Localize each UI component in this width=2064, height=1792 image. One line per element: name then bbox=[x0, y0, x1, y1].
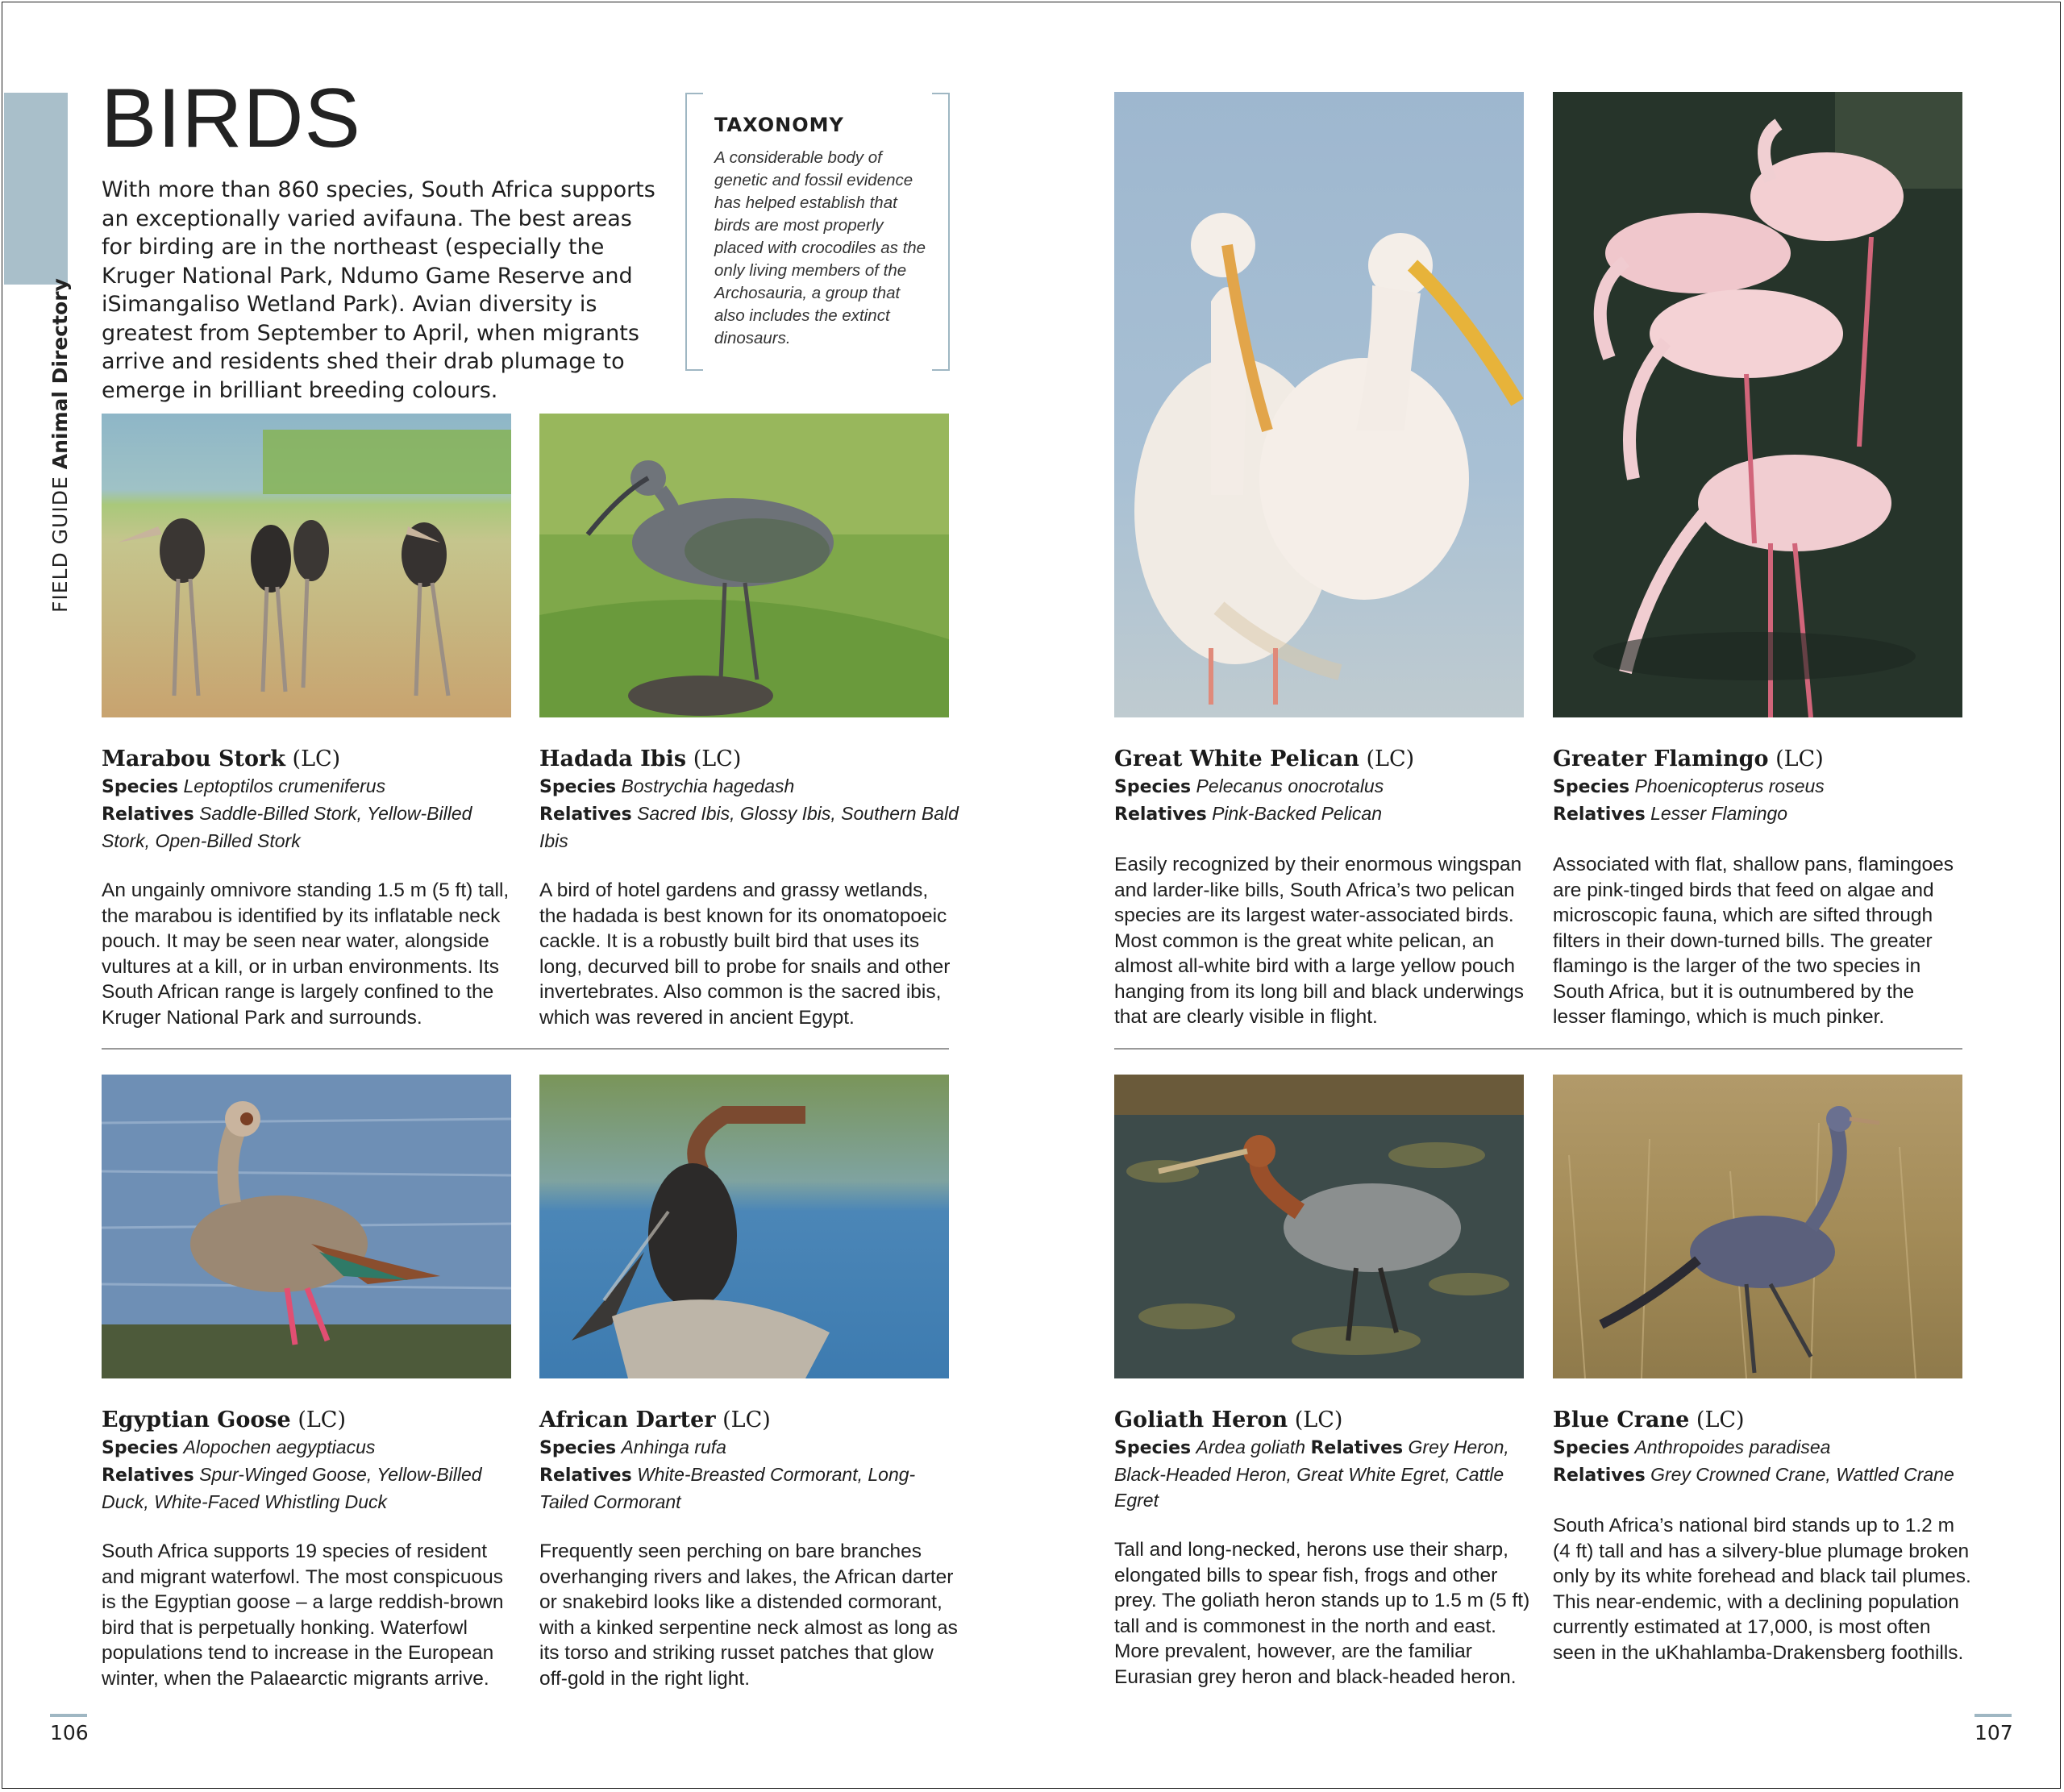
bird-name bbox=[102, 746, 521, 773]
relatives-label: Relatives bbox=[1114, 805, 1207, 825]
goliath-heron-photo bbox=[1114, 1075, 1524, 1378]
species-label: Species bbox=[1114, 1438, 1192, 1458]
page-number-right: 107 bbox=[1975, 1721, 2013, 1744]
species-label: Species bbox=[539, 1438, 617, 1458]
bird-name bbox=[1553, 1407, 1972, 1434]
species-name: Alopochen aegyptiacus bbox=[183, 1437, 376, 1457]
bird-description: Tall and long-necked, herons use their sharp, elongated bills to spear fish, frogs and other prey. The goliath heron stands up to 1.5 m (5 ft) tall and is commonest in the north and east. More prevalent, however, are the familiar Eurasian grey heron and black-headed heron. bbox=[1114, 1539, 1530, 1688]
field-guide-label: FIELD GUIDE bbox=[48, 476, 72, 613]
blue-crane-photo bbox=[1553, 1075, 1962, 1378]
bird-relatives-line bbox=[1553, 1461, 1972, 1489]
page-number-marker-right bbox=[1975, 1714, 2012, 1717]
species-name: Pelecanus onocrotalus bbox=[1196, 775, 1384, 796]
relatives-names: Pink-Backed Pelican bbox=[1212, 803, 1383, 824]
bird-description: Associated with flat, shallow pans, flamingoes are pink-tinged birds that feed on algae and microscopic fauna, which are sifted through filters in their down-turned bills. The greater flamingo is the larger of the two species in South Africa, but it is outnumbered by the lesser flamingo, which is much pinker. bbox=[1553, 854, 1954, 1028]
relatives-names: Grey Crowned Crane, Wattled Crane bbox=[1650, 1464, 1954, 1485]
bird-entry-greater-flamingo bbox=[1553, 746, 1972, 1030]
divider-right bbox=[1114, 1048, 1962, 1050]
conservation-status: (LC) bbox=[1366, 746, 1415, 771]
bird-common-name: Great White Pelican bbox=[1114, 746, 1359, 771]
relatives-label: Relatives bbox=[1553, 805, 1646, 825]
species-label: Species bbox=[102, 777, 179, 797]
bird-relatives-line bbox=[1553, 800, 1972, 828]
bird-description: South Africa supports 19 species of resident and migrant waterfowl. The most conspicuous is the Egyptian goose – a large reddish-brown bird that is perpetually honking. Waterfowl populations tend to increase in the European winter, when the Palaearctic migrants arrive. bbox=[102, 1540, 504, 1690]
bird-name bbox=[1114, 1407, 1533, 1434]
bird-species-line bbox=[1114, 773, 1533, 800]
relatives-names: Lesser Flamingo bbox=[1650, 803, 1788, 824]
bird-description: Easily recognized by their enormous wingspan and larder-like bills, South Africa’s two pelican species are its largest water-associated birds. Most common is the great white pelican, an almost all-white bird with a large yellow pouch hanging from its long bill and black underwings that are clearly visible in flight. bbox=[1114, 854, 1524, 1028]
bird-entry-african-darter bbox=[539, 1407, 959, 1691]
relatives-label: Relatives bbox=[102, 1466, 194, 1486]
bird-description: A bird of hotel gardens and grassy wetlands, the hadada is best known for its onomatopoeic cackle. It is a robustly built bird that uses its long, decurved bill to probe for snails and other invertebrates. Also common is the sacred ibis, which was revered in ancient Egypt. bbox=[539, 879, 951, 1029]
directory-label: Animal Directory bbox=[48, 278, 72, 470]
bird-common-name: Hadada Ibis bbox=[539, 746, 687, 771]
relatives-names: White-Breasted Cormorant, Long-Tailed Cormorant bbox=[539, 1464, 916, 1512]
species-name: Anhinga rufa bbox=[621, 1437, 726, 1457]
page-number-marker-left bbox=[50, 1714, 87, 1717]
bird-name bbox=[102, 1407, 521, 1434]
relatives-label: Relatives bbox=[1310, 1438, 1404, 1458]
species-name: Phoenicopterus roseus bbox=[1634, 775, 1825, 796]
bird-name bbox=[539, 746, 959, 773]
relatives-names: Sacred Ibis, Glossy Ibis, Southern Bald Ibis bbox=[539, 803, 959, 851]
bird-entry-goliath-heron bbox=[1114, 1407, 1533, 1690]
taxonomy-text: A considerable body of genetic and fossil evidence has helped establish that birds are most properly placed with crocodiles as the only living members of the Archosauria, a group that also includes the extinct dinosaurs. bbox=[714, 148, 926, 347]
relatives-label: Relatives bbox=[102, 805, 194, 825]
bird-description: South Africa’s national bird stands up to 1.2 m (4 ft) tall and has a silvery-blue plumage broken only by its white forehead and black tail plumes. This near-endemic, with a declining population currently estimated at 17,000, is most often seen in the uKhahlamba-Drakensberg foothills. bbox=[1553, 1515, 1971, 1664]
conservation-status: (LC) bbox=[292, 746, 341, 771]
divider-left bbox=[102, 1048, 949, 1050]
taxonomy-bracket-right bbox=[932, 93, 950, 371]
bird-name bbox=[1553, 746, 1972, 773]
bird-entry-egyptian-goose bbox=[102, 1407, 521, 1691]
hadada-ibis-photo bbox=[539, 414, 949, 717]
bird-entry-great-white-pelican bbox=[1114, 746, 1533, 1030]
relatives-names: Saddle-Billed Stork, Yellow-Billed Stork, Open-Billed Stork bbox=[102, 803, 472, 851]
conservation-status: (LC) bbox=[1775, 746, 1824, 771]
species-name: Bostrychia hagedash bbox=[621, 775, 795, 796]
species-name: Ardea goliath bbox=[1196, 1437, 1306, 1457]
taxonomy-bracket-left bbox=[685, 93, 703, 371]
bird-description: Frequently seen perching on bare branches overhanging rivers and lakes, the African darter or snakebird looks like a distended cormorant, with a kinked serpentine neck almost as long as its torso and striking russet patches that glow off-gold in the right light. bbox=[539, 1540, 958, 1690]
bird-species-line bbox=[539, 1434, 959, 1461]
species-label: Species bbox=[1553, 777, 1630, 797]
great-white-pelican-photo bbox=[1114, 92, 1524, 717]
bird-name bbox=[1114, 746, 1533, 773]
bird-relatives-line bbox=[539, 800, 959, 854]
bird-species-line bbox=[1553, 1434, 1972, 1461]
bird-common-name: Egyptian Goose bbox=[102, 1407, 291, 1432]
bird-common-name: Blue Crane bbox=[1553, 1407, 1690, 1432]
bird-relatives-line bbox=[102, 800, 521, 854]
page-title: BIRDS bbox=[101, 72, 361, 165]
relatives-label: Relatives bbox=[539, 1466, 632, 1486]
species-name: Anthropoides paradisea bbox=[1634, 1437, 1831, 1457]
species-label: Species bbox=[539, 777, 617, 797]
relatives-names: Spur-Winged Goose, Yellow-Billed Duck, White-Faced Whistling Duck bbox=[102, 1464, 482, 1512]
conservation-status: (LC) bbox=[1294, 1407, 1343, 1432]
egyptian-goose-photo bbox=[102, 1075, 511, 1378]
running-head bbox=[48, 278, 72, 613]
bird-species-relatives-line bbox=[1114, 1434, 1533, 1513]
bird-relatives-line bbox=[102, 1461, 521, 1515]
bird-species-line bbox=[539, 773, 959, 800]
bird-species-line bbox=[102, 773, 521, 800]
bird-common-name: African Darter bbox=[539, 1407, 716, 1432]
bird-common-name: Greater Flamingo bbox=[1553, 746, 1769, 771]
species-label: Species bbox=[1114, 777, 1192, 797]
bird-species-line bbox=[102, 1434, 521, 1461]
relatives-names: Grey Heron, Black-Headed Heron, Great White Egret, Cattle Egret bbox=[1114, 1437, 1509, 1511]
intro-paragraph: With more than 860 species, South Africa supports an exceptionally varied avifauna. The best areas for birding are in the northeast (especially the Kruger National Park, Ndumo Game Reserve and iSimangaliso Wetland Park). Avian diversity is greatest from September to April, when migrants arrive and residents shed their drab plumage to emerge in brilliant breeding colours. bbox=[102, 177, 655, 403]
relatives-label: Relatives bbox=[539, 805, 632, 825]
bird-common-name: Goliath Heron bbox=[1114, 1407, 1288, 1432]
relatives-label: Relatives bbox=[1553, 1466, 1646, 1486]
bird-entry-hadada-ibis bbox=[539, 746, 959, 1030]
taxonomy-title: TAXONOMY bbox=[714, 114, 844, 136]
conservation-status: (LC) bbox=[298, 1407, 346, 1432]
bird-entry-blue-crane bbox=[1553, 1407, 1972, 1665]
marabou-stork-photo bbox=[102, 414, 511, 717]
conservation-status: (LC) bbox=[1696, 1407, 1745, 1432]
chapter-tab bbox=[4, 93, 68, 285]
bird-relatives-line bbox=[1114, 800, 1533, 828]
african-darter-photo bbox=[539, 1075, 949, 1378]
bird-entry-marabou-stork bbox=[102, 746, 521, 1030]
conservation-status: (LC) bbox=[693, 746, 742, 771]
conservation-status: (LC) bbox=[722, 1407, 771, 1432]
bird-relatives-line bbox=[539, 1461, 959, 1515]
bird-description: An ungainly omnivore standing 1.5 m (5 ft) tall, the marabou is identified by its inflatable neck pouch. It may be seen near water, alongside vultures at a kill, or in urban environments. Its South African range is largely confined to the Kruger National Park and surrounds. bbox=[102, 879, 510, 1029]
bird-common-name: Marabou Stork bbox=[102, 746, 285, 771]
greater-flamingo-photo bbox=[1553, 92, 1962, 717]
page-number-left: 106 bbox=[50, 1721, 89, 1744]
species-label: Species bbox=[1553, 1438, 1630, 1458]
bird-name bbox=[539, 1407, 959, 1434]
species-name: Leptoptilos crumeniferus bbox=[183, 775, 386, 796]
species-label: Species bbox=[102, 1438, 179, 1458]
bird-species-line bbox=[1553, 773, 1972, 800]
